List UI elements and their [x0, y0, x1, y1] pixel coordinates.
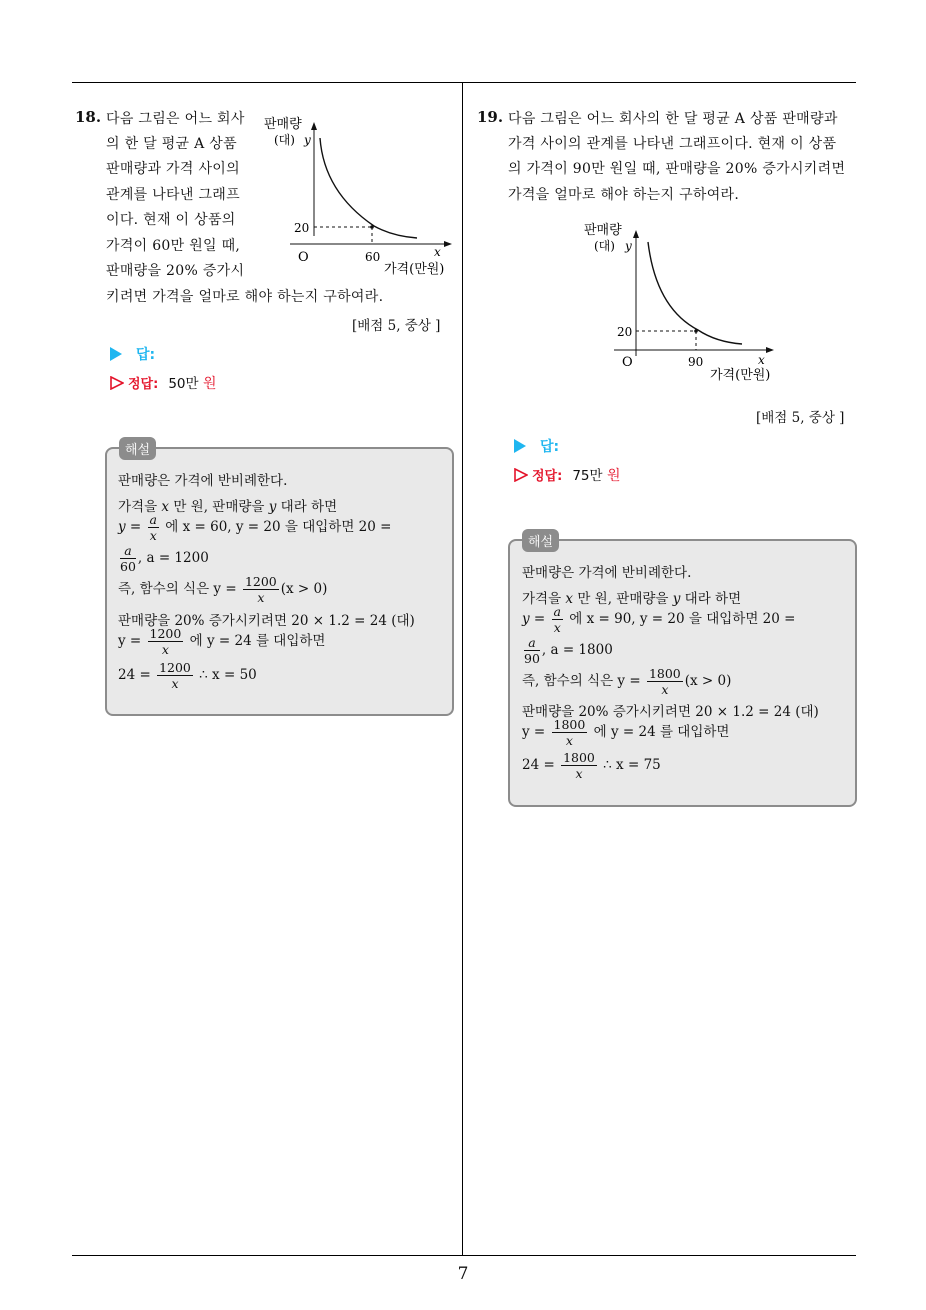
question-text-line: 이다. 현재 이 상품의: [106, 212, 236, 228]
solution-line: 판매량은 가격에 반비례한다.: [522, 565, 692, 581]
graph-y-tick: 20: [294, 221, 310, 235]
correct-label: 정답:: [532, 469, 563, 484]
question-text-line: 관계를 나타낸 그래프: [106, 187, 240, 203]
score-label: [배점 5, 중상 ]: [756, 410, 845, 426]
question-text-line: 가격이 60만 원일 때,: [106, 238, 241, 254]
graph-ylabel-unit: (대): [594, 239, 615, 253]
page-number: 7: [457, 1264, 469, 1284]
solution-line: 24 = $\frac{1200}{x}$ ∴ x = 50: [118, 660, 257, 691]
question-text-line: 의 한 달 평균 A 상품: [106, 136, 237, 152]
graph-y-var: y: [625, 239, 632, 253]
solution-line: 판매량은 가격에 반비례한다.: [118, 473, 288, 489]
solution-line: y = $\frac{1200}{x}$ 에 y = 24 를 대입하면: [118, 626, 326, 657]
correct-value: 75만: [572, 468, 603, 484]
question-text-line: 판매량과 가격 사이의: [106, 161, 240, 177]
play-triangle-icon: [514, 439, 526, 453]
correct-answer-row: [514, 464, 621, 485]
graph-ylabel: 판매량: [584, 223, 622, 238]
correct-unit: 원: [607, 468, 621, 484]
graph-x-tick: 90: [688, 355, 704, 369]
top-rule: [72, 82, 856, 83]
solution-line: y = $\frac{a}{x}$ 에 x = 60, y = 20 을 대입하면 20 =: [118, 512, 392, 543]
solution-tab: 해설: [522, 529, 559, 552]
solution-line: 24 = $\frac{1800}{x}$ ∴ x = 75: [522, 750, 661, 781]
play-triangle-icon: [110, 347, 122, 361]
solution-tab: 해설: [119, 437, 156, 460]
graph-y-var: y: [304, 133, 311, 147]
graph-ylabel-unit: (대): [274, 133, 295, 147]
outline-triangle-icon: [110, 376, 124, 390]
question-text-line: 가격을 얼마로 해야 하는지 구하여라.: [508, 187, 740, 203]
score-label: [배점 5, 중상 ]: [352, 318, 441, 334]
graph-x-var: x: [758, 353, 765, 367]
graph-xlabel: 가격(만원): [384, 262, 445, 277]
solution-line: 즉, 함수의 식은 y = $\frac{1200}{x}$ (x > 0): [118, 574, 328, 605]
inverse-proportion-graph: [580, 216, 790, 386]
outline-triangle-icon: [514, 468, 528, 482]
graph-ylabel: 판매량: [264, 117, 302, 132]
answer-label: 답:: [136, 347, 156, 363]
graph-xlabel: 가격(만원): [710, 368, 771, 383]
question-text-line: 다음 그림은 어느 회사의 한 달 평균 A 상품 판매량과: [508, 111, 838, 127]
correct-answer-row: [110, 372, 217, 393]
bottom-rule: [72, 1255, 856, 1256]
question-text-line: 판매량을 20% 증가시: [106, 263, 245, 279]
question-number: 19.: [477, 108, 504, 126]
graph-y-tick: 20: [617, 325, 633, 339]
graph-origin: O: [298, 250, 309, 265]
question-number: 18.: [75, 108, 102, 126]
solution-line: 가격을 x 만 원, 판매량을 y 대라 하면: [522, 591, 742, 607]
answer-row: [514, 436, 559, 456]
solution-line: $\frac{a}{90}$ , a = 1800: [524, 635, 613, 666]
solution-line: 판매량을 20% 증가시키려면 20 × 1.2 = 24 (대): [118, 613, 415, 629]
solution-line: 판매량을 20% 증가시키려면 20 × 1.2 = 24 (대): [522, 704, 819, 720]
graph-origin: O: [622, 355, 633, 370]
inverse-proportion-graph: [262, 108, 462, 280]
solution-line: $\frac{a}{60}$ , a = 1200: [120, 543, 209, 574]
solution-line: 가격을 x 만 원, 판매량을 y 대라 하면: [118, 499, 338, 515]
correct-value: 50만: [168, 376, 199, 392]
solution-line: 즉, 함수의 식은 y = $\frac{1800}{x}$ (x > 0): [522, 666, 732, 697]
question-text-line: 가격 사이의 관계를 나타낸 그래프이다. 현재 이 상품: [508, 136, 837, 152]
answer-row: [110, 344, 155, 364]
answer-label: 답:: [540, 439, 560, 455]
graph-x-var: x: [434, 245, 441, 259]
solution-line: y = $\frac{a}{x}$ 에 x = 90, y = 20 을 대입하면 20 =: [522, 604, 796, 635]
graph-x-tick: 60: [365, 250, 381, 264]
correct-label: 정답:: [128, 377, 159, 392]
question-text-line: 다음 그림은 어느 회사: [106, 111, 245, 127]
correct-unit: 원: [203, 376, 217, 392]
column-divider: [462, 82, 463, 1256]
solution-line: y = $\frac{1800}{x}$ 에 y = 24 를 대입하면: [522, 717, 730, 748]
question-text-line: 의 가격이 90만 원일 때, 판매량을 20% 증가시키려면: [508, 161, 846, 177]
question-text-line: 키려면 가격을 얼마로 해야 하는지 구하여라.: [106, 289, 384, 305]
